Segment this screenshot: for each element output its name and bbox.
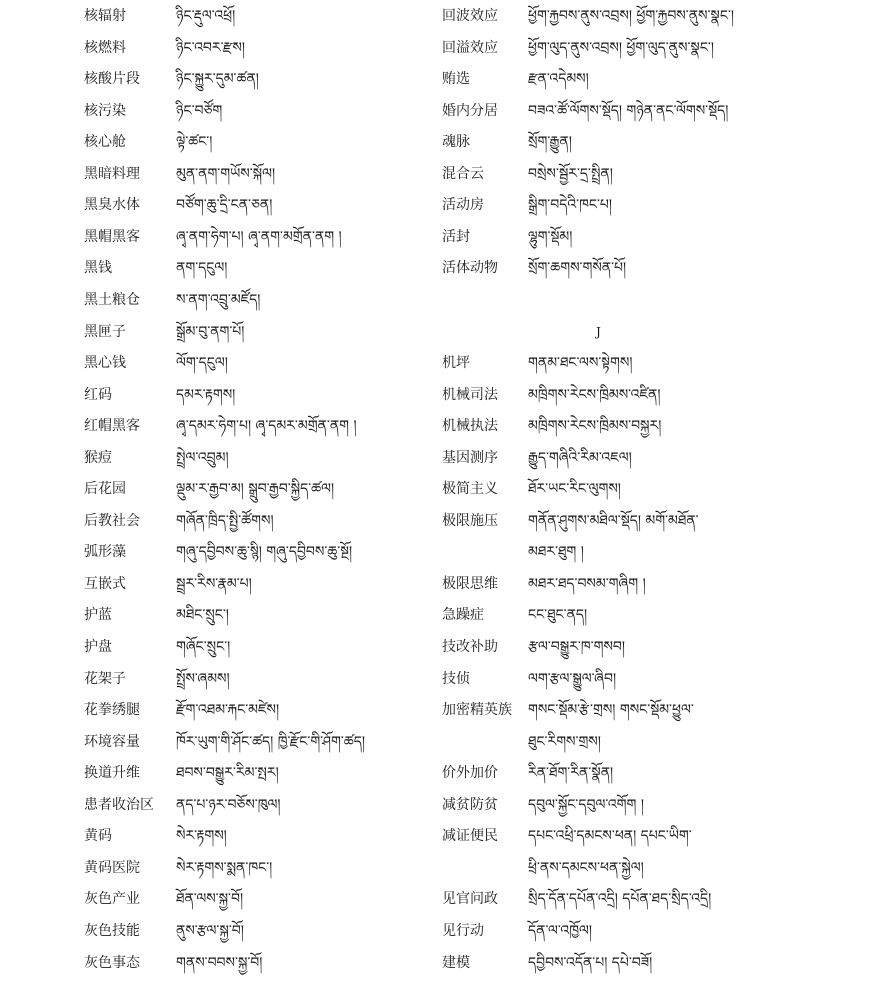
dictionary-entry <box>0 637 440 669</box>
chinese-term: 黑钱 <box>84 258 112 278</box>
tibetan-translation: དོན་ལ་འཁྱོལ། <box>528 921 592 941</box>
chinese-term: 灰色事态 <box>84 953 140 973</box>
tibetan-translation: གཞོང་སྲུང་། <box>176 637 230 657</box>
chinese-term: 回溢效应 <box>442 38 498 58</box>
dictionary-entry <box>0 953 440 984</box>
chinese-term: 价外加价 <box>442 763 498 783</box>
dictionary-entry <box>0 763 440 795</box>
dictionary-entry <box>440 132 880 164</box>
tibetan-translation: གནས་བབས་སྐྱ་བོ། <box>176 953 262 973</box>
dictionary-entry <box>440 385 880 417</box>
chinese-term: 婚内分居 <box>442 101 498 121</box>
dictionary-entry <box>0 38 440 70</box>
tibetan-translation: རྒྱུད་གཞིའི་རིམ་འཇལ། <box>528 448 632 468</box>
tibetan-translation: ངང་ཐུང་ནད། <box>528 605 587 625</box>
chinese-term: 机械执法 <box>442 416 498 436</box>
tibetan-translation: སྒྲིག་བདེའི་ཁང་པ། <box>528 195 612 215</box>
chinese-term: 急躁症 <box>442 605 484 625</box>
tibetan-translation: སྤྲོས་ཞམས། <box>176 669 230 689</box>
dictionary-entry <box>0 227 440 259</box>
chinese-term: 见官问政 <box>442 889 498 909</box>
tibetan-translation: ས་ནག་འབྲུ་མཛོད། <box>176 290 260 310</box>
chinese-term: 技侦 <box>442 669 470 689</box>
dictionary-entry <box>0 448 440 480</box>
tibetan-translation: བཙོག་ཆུ་དྲི་ངན་ཅན། <box>176 195 272 215</box>
dictionary-entry <box>440 69 880 101</box>
chinese-term: 极限思维 <box>442 574 498 594</box>
chinese-term: 核辐射 <box>84 6 126 26</box>
tibetan-translation: དཔང་འཕྲི་དམངས་ཕན། དཔང་ཡིག་ <box>528 826 692 846</box>
tibetan-translation: སྤྲེལ་འབྲུམ། <box>176 448 229 468</box>
chinese-term: 核心舱 <box>84 132 126 152</box>
tibetan-translation: སྲོག་ཆགས་གསོན་པོ། <box>528 258 626 278</box>
dictionary-entry <box>0 164 440 196</box>
tibetan-translation: ལོག་དངུལ། <box>176 353 228 373</box>
tibetan-translation: ལྷུག་སྡོམ། <box>528 227 572 247</box>
dictionary-entry <box>0 542 440 574</box>
chinese-term: 机坪 <box>442 353 470 373</box>
dictionary-entry <box>0 700 440 732</box>
section-letter: J <box>596 322 601 342</box>
tibetan-translation: དབྱིབས་འདོན་པ། དཔེ་བཟོ། <box>528 953 652 973</box>
chinese-term: 核燃料 <box>84 38 126 58</box>
chinese-term: 黑帽黑客 <box>84 227 140 247</box>
dictionary-entry <box>0 889 440 921</box>
dictionary-entry <box>440 511 880 543</box>
chinese-term: 黑臭水体 <box>84 195 140 215</box>
dictionary-entry <box>0 858 440 890</box>
dictionary-entry <box>440 700 880 732</box>
tibetan-translation: ཉིང་སྐྱུར་དུམ་ཚན། <box>176 69 259 89</box>
tibetan-translation: སེར་རྟགས་སྨན་ཁང་། <box>176 858 272 878</box>
tibetan-translation: ཐོར་ཡང་རིང་ལུགས། <box>528 479 621 499</box>
tibetan-translation: སྒྲོམ་བུ་ནག་པོ། <box>176 322 244 342</box>
chinese-term: 核污染 <box>84 101 126 121</box>
dictionary-entry <box>440 921 880 953</box>
dictionary-entry <box>0 479 440 511</box>
tibetan-translation: ཉིང་འབར་རྫས། <box>176 38 245 58</box>
chinese-term: 换道升维 <box>84 763 140 783</box>
chinese-term: 后教社会 <box>84 511 140 531</box>
dictionary-entry <box>440 732 880 764</box>
dictionary-entry <box>440 763 880 795</box>
tibetan-translation: མཁྲིགས་རེངས་ཁྲིམས་འཛིན། <box>528 385 660 405</box>
dictionary-entry <box>0 258 440 290</box>
dictionary-entry <box>0 826 440 858</box>
chinese-term: 加密精英族 <box>442 700 512 720</box>
tibetan-translation: ཐབས་བསྒྱུར་རིམ་སྤར། <box>176 763 279 783</box>
tibetan-translation: མཐར་ཐད་བསམ་གཞིག ། <box>528 574 646 594</box>
tibetan-translation: ཕྱོག་ལུད་ནུས་འབྲས། ཕྱོག་ལུད་ནུས་སྣང་། <box>528 38 714 58</box>
chinese-term: 猴痘 <box>84 448 112 468</box>
chinese-term: 活封 <box>442 227 470 247</box>
chinese-term: 基因测序 <box>442 448 498 468</box>
dictionary-entry <box>440 795 880 827</box>
dictionary-entry <box>440 195 880 227</box>
tibetan-translation: ནུས་རྩལ་སྐྱ་བོ། <box>176 921 244 941</box>
tibetan-translation: བསྲེས་སྦྱོར་དྲ་སྤྲིན། <box>528 164 613 184</box>
chinese-term: 互嵌式 <box>84 574 126 594</box>
tibetan-translation: ཐོན་ལས་སྐྱ་བོ། <box>176 889 243 909</box>
tibetan-translation: གནམ་ཐང་ལས་སྟེགས། <box>528 353 632 373</box>
tibetan-translation: ལག་རྩལ་སྒྱུལ་ཞིབ། <box>528 669 616 689</box>
dictionary-entry <box>0 290 440 322</box>
dictionary-entry <box>0 6 440 38</box>
dictionary-entry <box>0 416 440 448</box>
chinese-term: 护盘 <box>84 637 112 657</box>
chinese-term: 患者收治区 <box>84 795 154 815</box>
dictionary-entry <box>440 826 880 858</box>
dictionary-entry <box>440 416 880 448</box>
chinese-term: 黄码医院 <box>84 858 140 878</box>
dictionary-entry <box>0 921 440 953</box>
dictionary-entry <box>0 353 440 385</box>
tibetan-translation: མཐིང་སྲུང་། <box>176 605 229 625</box>
chinese-term: 黑土粮仓 <box>84 290 140 310</box>
tibetan-translation: ཕྲི་ནས་དམངས་ཕན་སྐྱེལ། <box>528 858 644 878</box>
dictionary-entry <box>0 132 440 164</box>
tibetan-translation: ཉིང་བཙོག <box>176 101 222 121</box>
chinese-term: 红码 <box>84 385 112 405</box>
tibetan-translation: རིན་ཐོག་རིན་སྣོན། <box>528 763 613 783</box>
tibetan-translation: ཕྱོག་རྐྱབས་ནུས་འབྲས། ཕྱོག་རྐྱབས་ནུས་སྣང་། <box>528 6 734 26</box>
chinese-term: 后花园 <box>84 479 126 499</box>
chinese-term: 活动房 <box>442 195 484 215</box>
tibetan-translation: དབུལ་སྐྱོང་དབུལ་འགོག ། <box>528 795 644 815</box>
dictionary-entry <box>440 637 880 669</box>
dictionary-entry <box>0 669 440 701</box>
dictionary-entry <box>0 322 440 354</box>
chinese-term: 红帽黑客 <box>84 416 140 436</box>
tibetan-translation: ཞྭ་དམར་ཧེག་པ། ཞྭ་དམར་མགྲོན་ནག ། <box>176 416 357 436</box>
dictionary-entry <box>440 164 880 196</box>
dictionary-entry <box>0 69 440 101</box>
tibetan-translation: སྲིད་དོན་དཔོན་འདྲི། དཔོན་ཐད་སྲིད་འདྲི། <box>528 889 711 909</box>
dictionary-entry <box>0 195 440 227</box>
chinese-term: 减证便民 <box>442 826 498 846</box>
dictionary-entry <box>0 385 440 417</box>
tibetan-translation: ལྡུམ་ར་རྒྱབ་མ། སྒྲུབ་རྒྱབ་སྐྱིད་ཚལ། <box>176 479 334 499</box>
tibetan-translation: མཁྲིགས་རེངས་ཁྲིམས་བསྐྱར། <box>528 416 661 436</box>
chinese-term: 减贫防贫 <box>442 795 498 815</box>
tibetan-translation: དམར་རྟགས། <box>176 385 235 405</box>
tibetan-translation: གསང་སྡོམ་རྩེ་གྲས། གསང་སྡོམ་ཕྱུལ་ <box>528 700 694 720</box>
chinese-term: 黑心钱 <box>84 353 126 373</box>
dictionary-entry <box>0 605 440 637</box>
tibetan-translation: གཞུ་དབྱིབས་ཆུ་སྙི། གཞུ་དབྱིབས་ཆུ་སྔོ། <box>176 542 352 562</box>
dictionary-entry <box>440 669 880 701</box>
tibetan-translation: རྩལ་བསྒྱུར་ཁ་གསབ། <box>528 637 625 657</box>
tibetan-translation: ཉིང་རྡུལ་འཕྲོ། <box>176 6 235 26</box>
dictionary-entry <box>440 322 880 354</box>
chinese-term: 护蓝 <box>84 605 112 625</box>
chinese-term: 灰色技能 <box>84 921 140 941</box>
tibetan-translation: སྲོག་རྒྱུན། <box>528 132 572 152</box>
tibetan-translation: ཁོར་ཡུག་གི་ཤོང་ཚད། ཁྱི་རྫོང་གི་ཤོག་ཚད། <box>176 732 365 752</box>
chinese-term: 花拳绣腿 <box>84 700 140 720</box>
chinese-term: 技改补助 <box>442 637 498 657</box>
chinese-term: 黄码 <box>84 826 112 846</box>
chinese-term: 建模 <box>442 953 470 973</box>
tibetan-translation: རྫན་འདེམས། <box>528 69 589 89</box>
dictionary-entry <box>0 732 440 764</box>
dictionary-entry <box>0 511 440 543</box>
tibetan-translation: ནད་པ་ཉར་བཅོས་ཁུལ། <box>176 795 281 815</box>
chinese-term: 活体动物 <box>442 258 498 278</box>
dictionary-entry <box>0 101 440 133</box>
chinese-term: 弧形藻 <box>84 542 126 562</box>
chinese-term: 环境容量 <box>84 732 140 752</box>
dictionary-entry <box>440 953 880 984</box>
tibetan-translation: མུན་ནག་གཡོས་སྐོལ། <box>176 164 275 184</box>
tibetan-translation: སྦྲར་རིས་རྣམ་པ། <box>176 574 252 594</box>
dictionary-entry <box>440 290 880 322</box>
tibetan-translation: གནོན་ཤུགས་མཐིལ་སྡོད། མགོ་མཐོན་ <box>528 511 699 531</box>
dictionary-entry <box>440 858 880 890</box>
chinese-term: 见行动 <box>442 921 484 941</box>
tibetan-translation: ལྟེ་ཚང་། <box>176 132 212 152</box>
chinese-term: 机械司法 <box>442 385 498 405</box>
tibetan-translation: བཟའ་ཚོ་ལོགས་སྡོད། གཉེན་ནང་ལོགས་སྡོད། <box>528 101 728 121</box>
dictionary-entry <box>440 605 880 637</box>
chinese-term: 混合云 <box>442 164 484 184</box>
dictionary-entry <box>440 101 880 133</box>
dictionary-entry <box>0 574 440 606</box>
dictionary-entry <box>440 353 880 385</box>
dictionary-entry <box>440 574 880 606</box>
dictionary-entry <box>0 795 440 827</box>
chinese-term: 花架子 <box>84 669 126 689</box>
chinese-term: 黑匣子 <box>84 322 126 342</box>
chinese-term: 黑暗料理 <box>84 164 140 184</box>
tibetan-translation: ཐུང་རིགས་གྲས། <box>528 732 601 752</box>
tibetan-translation: རྫོག་འཐམ་རྐང་མཛེས། <box>176 700 279 720</box>
dictionary-entry <box>440 448 880 480</box>
chinese-term: 核酸片段 <box>84 69 140 89</box>
dictionary-entry <box>440 6 880 38</box>
dictionary-entry <box>440 258 880 290</box>
tibetan-translation: མཐར་ཐུག ། <box>528 542 584 562</box>
chinese-term: 回波效应 <box>442 6 498 26</box>
tibetan-translation: སེར་རྟགས། <box>176 826 227 846</box>
chinese-term: 极简主义 <box>442 479 498 499</box>
tibetan-translation: ནག་དངུལ། <box>176 258 227 278</box>
dictionary-entry <box>440 479 880 511</box>
dictionary-entry <box>440 542 880 574</box>
chinese-term: 极限施压 <box>442 511 498 531</box>
dictionary-entry <box>440 38 880 70</box>
tibetan-translation: ཞྭ་ནག་ཧེག་པ། ཞྭ་ནག་མགྲོན་ནག ། <box>176 227 342 247</box>
tibetan-translation: གཞོན་ཁྲིད་སྤྱི་ཚོགས། <box>176 511 274 531</box>
chinese-term: 灰色产业 <box>84 889 140 909</box>
dictionary-entry <box>440 889 880 921</box>
chinese-term: 贿选 <box>442 69 470 89</box>
dictionary-entry <box>440 227 880 259</box>
chinese-term: 魂脉 <box>442 132 470 152</box>
